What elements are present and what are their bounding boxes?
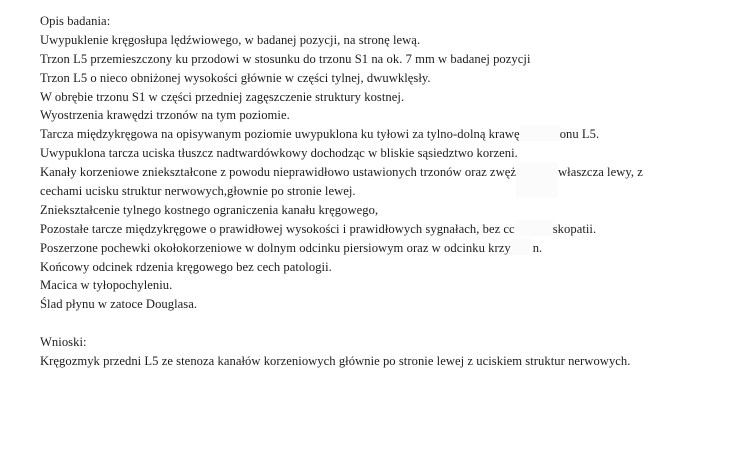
findings-heading: Opis badania:: [40, 14, 111, 28]
finding-text-before: Tarcza międzykręgowa na opisywanym poziomie uwypuklona ku tyłowi za tylno-dolną krawę: [40, 127, 520, 142]
finding-line: [40, 239, 720, 258]
finding-line: Ślad płynu w zatoce Douglasa.: [40, 297, 198, 312]
finding-text-after: właszcza lewy, z: [558, 165, 643, 180]
finding-line: Uwypuklona tarcza uciska tłuszcz nadtwardówkowy dochodząc w bliskie sąsiedztwo korzeni.: [40, 146, 518, 161]
finding-line: Końcowy odcinek rdzenia kręgowego bez cech patologii.: [40, 259, 332, 274]
finding-line: cechami ucisku struktur nerwowych,głownie po stronie lewej.: [40, 184, 356, 199]
finding-line: Wyostrzenia krawędzi trzonów na tym poziomie.: [40, 108, 290, 123]
conclusions-heading: Wnioski:: [40, 335, 87, 350]
finding-text-before: Poszerzone pochewki okołokorzeniowe w dolnym odcinku piersiowym oraz w odcinku krzy: [40, 240, 511, 255]
finding-line: Trzon L5 przemieszczony ku przodowi w stosunku do trzonu S1 na ok. 7 mm w badanej pozycji: [40, 51, 531, 66]
redaction-block: [511, 239, 533, 255]
finding-text-after: onu L5.: [559, 127, 600, 142]
section-spacer: [40, 314, 720, 333]
redaction-block: [516, 162, 558, 198]
finding-line: Macica w tyłopochyleniu.: [40, 278, 173, 293]
finding-line: [40, 220, 720, 239]
finding-text-before: Kanały korzeniowe zniekształcone z powodu nieprawidłowo ustawionych trzonów oraz zwęż: [40, 165, 516, 180]
redaction-block: [520, 125, 560, 141]
conclusion-line: Kręgozmyk przedni L5 ze stenoza kanałów korzeniowych głównie po stronie lewej z uciskiem struktur nerwowych.: [40, 354, 631, 369]
finding-text-before: Pozostałe tarcze międzykręgowe o prawidłowej wysokości i prawidłowych sygnałach, bez cc: [40, 221, 515, 236]
radiology-report: [40, 12, 720, 371]
finding-line: Zniekształcenie tylnego kostnego ograniczenia kanału kręgowego,: [40, 202, 379, 217]
finding-line: Trzon L5 o nieco obniżonej wysokości głównie w części tylnej, dwuwklęsły.: [40, 70, 431, 85]
finding-line: Uwypuklenie kręgosłupa lędźwiowego, w badanej pozycji, na stronę lewą.: [40, 32, 421, 47]
finding-text-after: n.: [532, 240, 543, 255]
redaction-block: [515, 220, 553, 236]
finding-line: [40, 163, 720, 182]
finding-line: W obrębie trzonu S1 w części przedniej zagęszczenie struktury kostnej.: [40, 89, 405, 104]
finding-line: [40, 125, 720, 144]
finding-text-after: skopatii.: [552, 221, 597, 236]
